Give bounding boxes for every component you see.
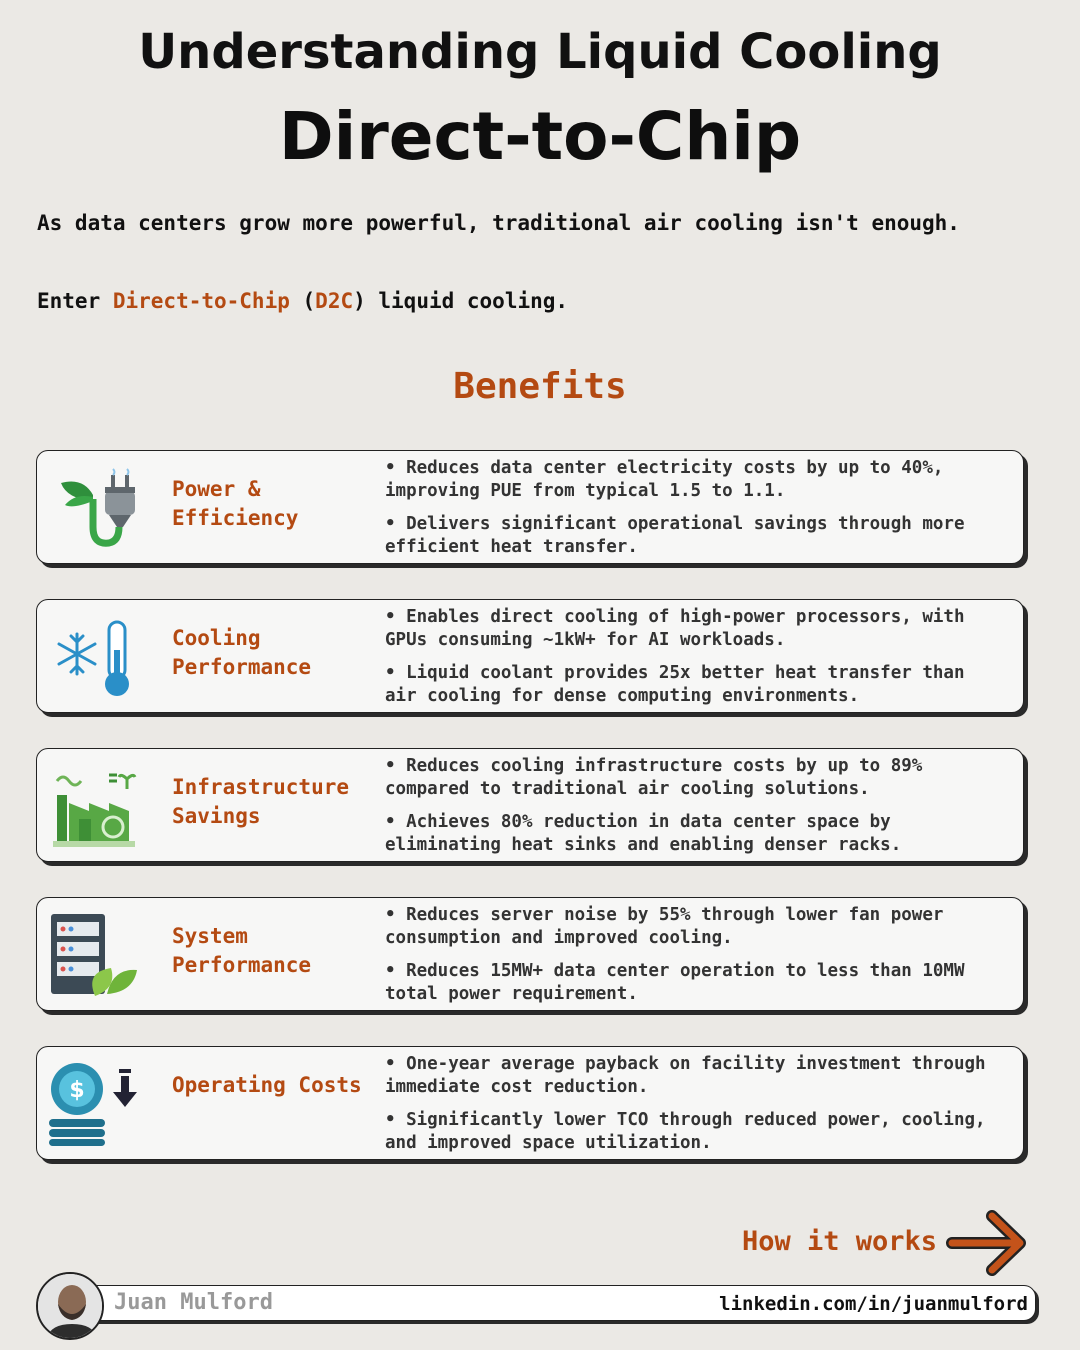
- benefit-point: • Reduces cooling infrastructure costs by up to 89% compared to traditional air cooling solutions.: [385, 756, 923, 799]
- green-factory-icon: [47, 763, 139, 849]
- benefit-title: Infrastructure Savings: [172, 775, 350, 828]
- page-subtitle: Direct-to-Chip: [278, 98, 802, 175]
- benefit-points: [385, 457, 1005, 569]
- benefit-title: Power & Efficiency: [172, 477, 299, 530]
- benefit-card-system: [36, 897, 1024, 1011]
- benefit-point: • Reduces server noise by 55% through lower fan power consumption and improved cooling.: [385, 905, 944, 948]
- enter-abbr: D2C: [315, 289, 354, 313]
- coin-down-arrow-icon: [47, 1061, 139, 1147]
- enter-paren: (: [289, 289, 316, 313]
- benefit-point: • Liquid coolant provides 25x better heat transfer than air cooling for dense computing environments.: [385, 663, 965, 706]
- benefit-points: [385, 1053, 1005, 1165]
- benefit-points: [385, 904, 1005, 1016]
- benefit-point: • Reduces data center electricity costs by up to 40%, improving PUE from typical 1.5 to 1.1.: [385, 458, 944, 501]
- page-title: Understanding Liquid Cooling: [138, 24, 942, 80]
- enter-prefix: Enter: [37, 289, 113, 313]
- benefit-title: Cooling Performance: [172, 626, 312, 679]
- enter-term: Direct-to-Chip: [112, 289, 290, 313]
- benefit-card-power: [36, 450, 1024, 564]
- avatar-photo: [38, 1274, 104, 1340]
- author-name: Juan Mulford: [114, 1290, 273, 1315]
- benefit-point: • Reduces 15MW+ data center operation to less than 10MW total power requirement.: [385, 961, 965, 1004]
- benefit-points: [385, 755, 1005, 867]
- benefit-point: • Delivers significant operational savings through more efficient heat transfer.: [385, 514, 965, 557]
- benefit-point: • Significantly lower TCO through reduced power, cooling, and improved space utilization.: [385, 1110, 986, 1153]
- linkedin-link[interactable]: linkedin.com/in/juanmulford: [719, 1293, 1028, 1315]
- intro-text: As data centers grow more powerful, traditional air cooling isn't enough.: [37, 211, 960, 235]
- benefit-points: [385, 606, 1005, 718]
- benefits-heading: Benefits: [453, 366, 627, 407]
- benefit-card-infrastructure: [36, 748, 1024, 862]
- enter-text: [37, 289, 568, 313]
- benefit-card-cooling: [36, 599, 1024, 713]
- benefit-card-operating: [36, 1046, 1024, 1160]
- avatar: [36, 1272, 104, 1340]
- benefit-point: • Achieves 80% reduction in data center space by eliminating heat sinks and enabling denser racks.: [385, 812, 902, 855]
- arrow-right-icon[interactable]: [946, 1208, 1028, 1278]
- benefit-title: System Performance: [172, 924, 312, 977]
- benefit-title: Operating Costs: [172, 1073, 362, 1097]
- svg-text:$: $: [69, 1078, 85, 1103]
- snowflake-thermometer-icon: [47, 614, 139, 700]
- server-leaf-icon: [47, 912, 139, 998]
- benefit-point: • One-year average payback on facility investment through immediate cost reduction.: [385, 1054, 986, 1097]
- how-it-works-link[interactable]: How it works: [742, 1226, 938, 1257]
- benefit-point: • Enables direct cooling of high-power processors, with GPUs consuming ~1kW+ for AI workloads.: [385, 607, 965, 650]
- plug-plant-icon: [47, 465, 139, 551]
- enter-suffix: ) liquid cooling.: [353, 289, 569, 313]
